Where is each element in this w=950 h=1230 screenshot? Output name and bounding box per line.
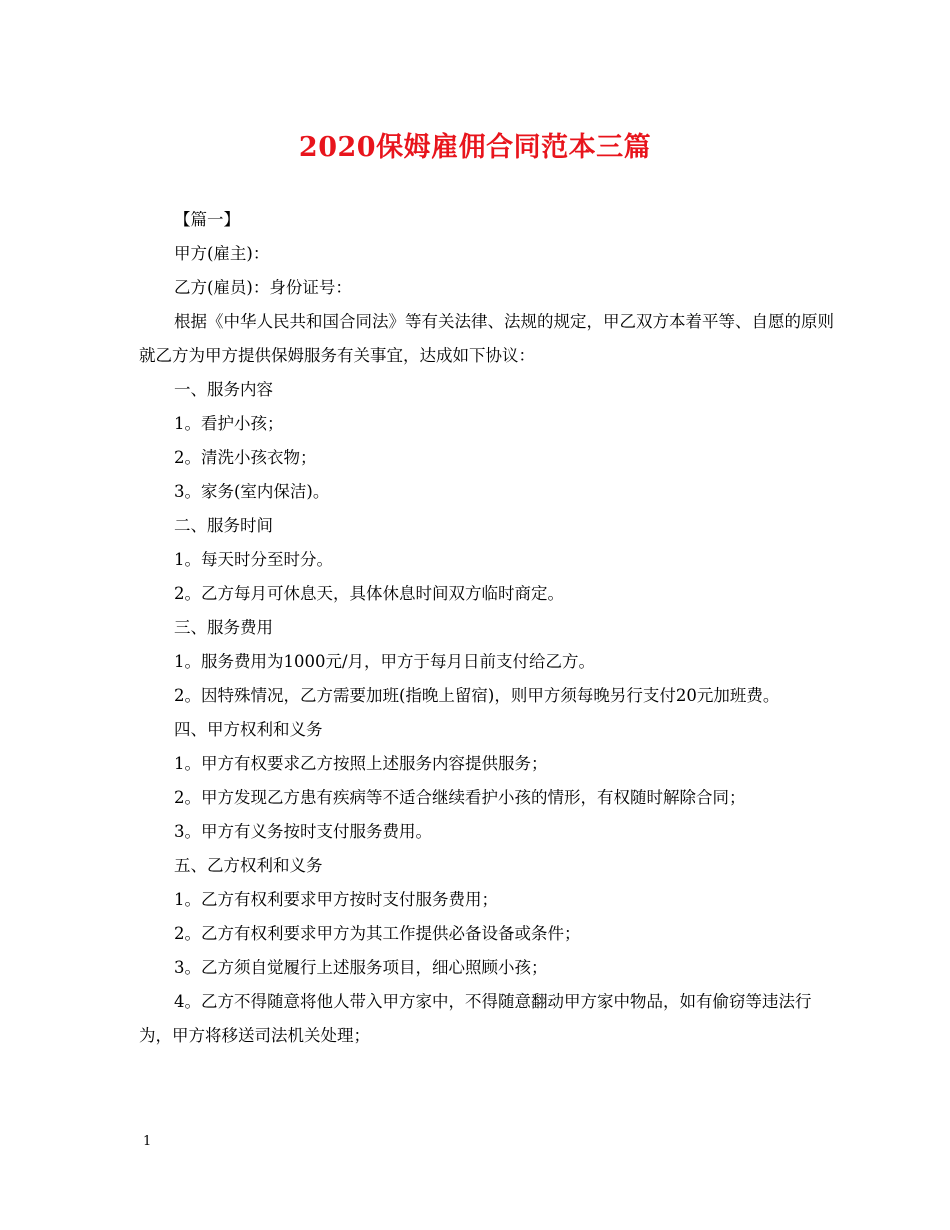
document-body <box>139 203 839 1053</box>
clause-item: 4。乙方不得随意将他人带入甲方家中，不得随意翻动甲方家中物品，如有偷窃等违法行为，甲方将移送司法机关处理； <box>139 992 812 1045</box>
page-number: 1 <box>143 1134 152 1149</box>
clause-item: 2。因特殊情况，乙方需要加班(指晚上留宿)，则甲方须每晚另行支付20元加班费。 <box>174 686 780 705</box>
preamble-paragraph: 根据《中华人民共和国合同法》等有关法律、法规的规定，甲乙双方本着平等、自愿的原则就乙方为甲方提供保姆服务有关事宜，达成如下协议： <box>139 312 834 365</box>
clause-item: 3。家务(室内保洁)。 <box>174 482 330 501</box>
clause-item: 2。乙方有权利要求甲方为其工作提供必备设备或条件； <box>174 924 581 943</box>
clause-heading-party-b-rights: 五、乙方权利和义务 <box>174 856 323 875</box>
clause-item: 1。服务费用为1000元/月，甲方于每月日前支付给乙方。 <box>174 652 596 671</box>
clause-item: 1。每天时分至时分。 <box>174 550 333 569</box>
clause-item: 1。乙方有权利要求甲方按时支付服务费用； <box>174 890 498 909</box>
section-heading-part-one: 【篇一】 <box>174 210 240 229</box>
clause-item: 3。乙方须自觉履行上述服务项目，细心照顾小孩； <box>174 958 548 977</box>
clause-heading-service-time: 二、服务时间 <box>174 516 273 535</box>
clause-item: 3。甲方有义务按时支付服务费用。 <box>174 822 432 841</box>
clause-heading-service-content: 一、服务内容 <box>174 380 273 399</box>
clause-heading-service-fee: 三、服务费用 <box>174 618 273 637</box>
clause-item: 2。甲方发现乙方患有疾病等不适合继续看护小孩的情形，有权随时解除合同； <box>174 788 746 807</box>
clause-item: 1。看护小孩； <box>174 414 284 433</box>
clause-item: 1。甲方有权要求乙方按照上述服务内容提供服务； <box>174 754 548 773</box>
clause-item: 2。清洗小孩衣物； <box>174 448 317 467</box>
party-a-line: 甲方(雇主)： <box>174 244 270 263</box>
clause-item: 2。乙方每月可休息天，具体休息时间双方临时商定。 <box>174 584 564 603</box>
document-title: 2020保姆雇佣合同范本三篇 <box>298 132 652 163</box>
party-b-line: 乙方(雇员)：身份证号： <box>174 278 352 297</box>
clause-heading-party-a-rights: 四、甲方权利和义务 <box>174 720 323 739</box>
